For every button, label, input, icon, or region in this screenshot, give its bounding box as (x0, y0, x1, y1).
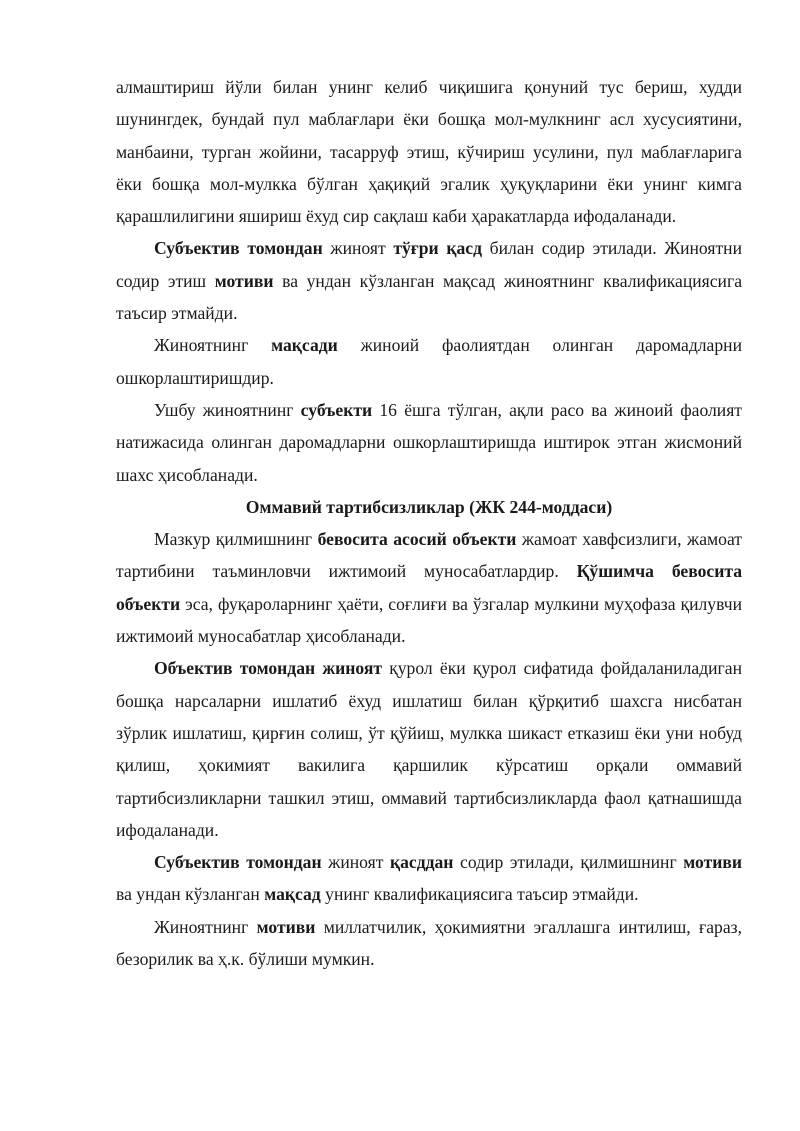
bold-term: қасддан (389, 852, 454, 873)
text-run: жамоат хавфсизлиги, жамоат тартибини таъминловчи ижтимоий муносабатлардир. (116, 529, 742, 582)
section-heading: Оммавий тартибсизликлар (ЖК 244-моддаси) (245, 496, 613, 517)
text-run: 16 ёшга тўлган, ақли расо ва жиноий фаолият натижасида олинган даромадларни ошкорлаштиришда иштирок этган жисмоний шахс ҳисобланади. (116, 399, 742, 485)
document-body (116, 71, 742, 975)
bold-term: субъекти (300, 399, 373, 420)
text-run: билан содир этилади. Жиноятни содир этиш (116, 238, 742, 291)
text-run: алмаштириш йўли билан унинг келиб чиқишига қонуний тус бериш, худди шунингдек, бундай пул маблағлари ёки бошқа мол-мулкнинг асл хусусиятини, манбаини, турган жойини, тасарруф этиш, кўчириш усулини, пул маблағларига ёки бошқа мол-мулкка бўлган ҳақиқий эгалик ҳуқуқларини ёки унинг кимга қарашлилигини яшириш ёхуд сир сақлаш каби ҳаракатларда ифодаланади. (116, 77, 742, 227)
text-run: ва ундан кўзланган мақсад жиноятнинг квалификациясига таъсир этмайди. (116, 270, 742, 324)
bold-term: мақсад (264, 884, 321, 905)
text-run: ва ундан кўзланган (116, 884, 265, 905)
text-run: содир этилади, қилмишнинг (453, 852, 684, 873)
bold-term: тўғри қасд (393, 238, 482, 259)
section-money-laundering-tail (116, 71, 742, 491)
paragraph (116, 911, 742, 976)
paragraph (116, 523, 742, 652)
bold-term: мотиви (214, 270, 274, 291)
text-run: унинг квалификациясига таъсир этмайди. (320, 884, 639, 905)
text-run: қурол ёки қурол сифатида фойдаланиладиган бошқа нарсаларни ишлатиб ёхуд ишлатиш билан қўрқитиб шахсга нисбатан зўрлик ишлатиш, қирғин солиш, ўт қўйиш, мулкка шикаст етказиш ёки уни нобуд қилиш, ҳокимият вакилига қаршилик кўрсатиш орқали оммавий тартибсизликларни ташкил этиш, оммавий тартибсизликларда фаол қатнашишда ифодаланади. (116, 658, 742, 840)
paragraph (116, 71, 742, 232)
paragraph (116, 846, 742, 911)
text-run: жиноят (322, 238, 394, 259)
bold-term: Субъектив томондан (154, 238, 323, 259)
paragraph (116, 652, 742, 846)
text-run: Мазкур қилмишнинг (154, 529, 318, 550)
text-run: Жиноятнинг (154, 335, 272, 356)
bold-term: мақсади (271, 335, 338, 356)
text-run: жиноят (321, 852, 390, 873)
bold-term: Объектив томондан жиноят (154, 658, 382, 679)
paragraph (116, 232, 742, 329)
text-run: эса, фуқароларнинг ҳаёти, соғлиғи ва ўзгалар мулкини муҳофаза қилувчи ижтимоий муносабатлар ҳисобланади. (116, 593, 742, 647)
bold-term: мотиви (683, 852, 742, 873)
bold-term: Субъектив томондан (154, 852, 322, 873)
text-run: миллатчилик, ҳокимиятни эгаллашга интилиш, ғараз, безорилик ва ҳ.к. бўлиши мумкин. (116, 916, 742, 970)
text-run: Жиноятнинг (154, 916, 257, 937)
paragraph (116, 329, 742, 394)
bold-term: бевосита асосий объекти (317, 529, 517, 550)
section-mass-riots (116, 523, 742, 975)
paragraph (116, 394, 742, 491)
text-run: Ушбу жиноятнинг (154, 399, 301, 420)
text-run: жиноий фаолиятдан олинган даромадларни ошкорлаштиришдир. (116, 335, 742, 388)
bold-term: Қўшимча бевосита объекти (116, 561, 742, 614)
bold-term: мотиви (256, 916, 316, 937)
